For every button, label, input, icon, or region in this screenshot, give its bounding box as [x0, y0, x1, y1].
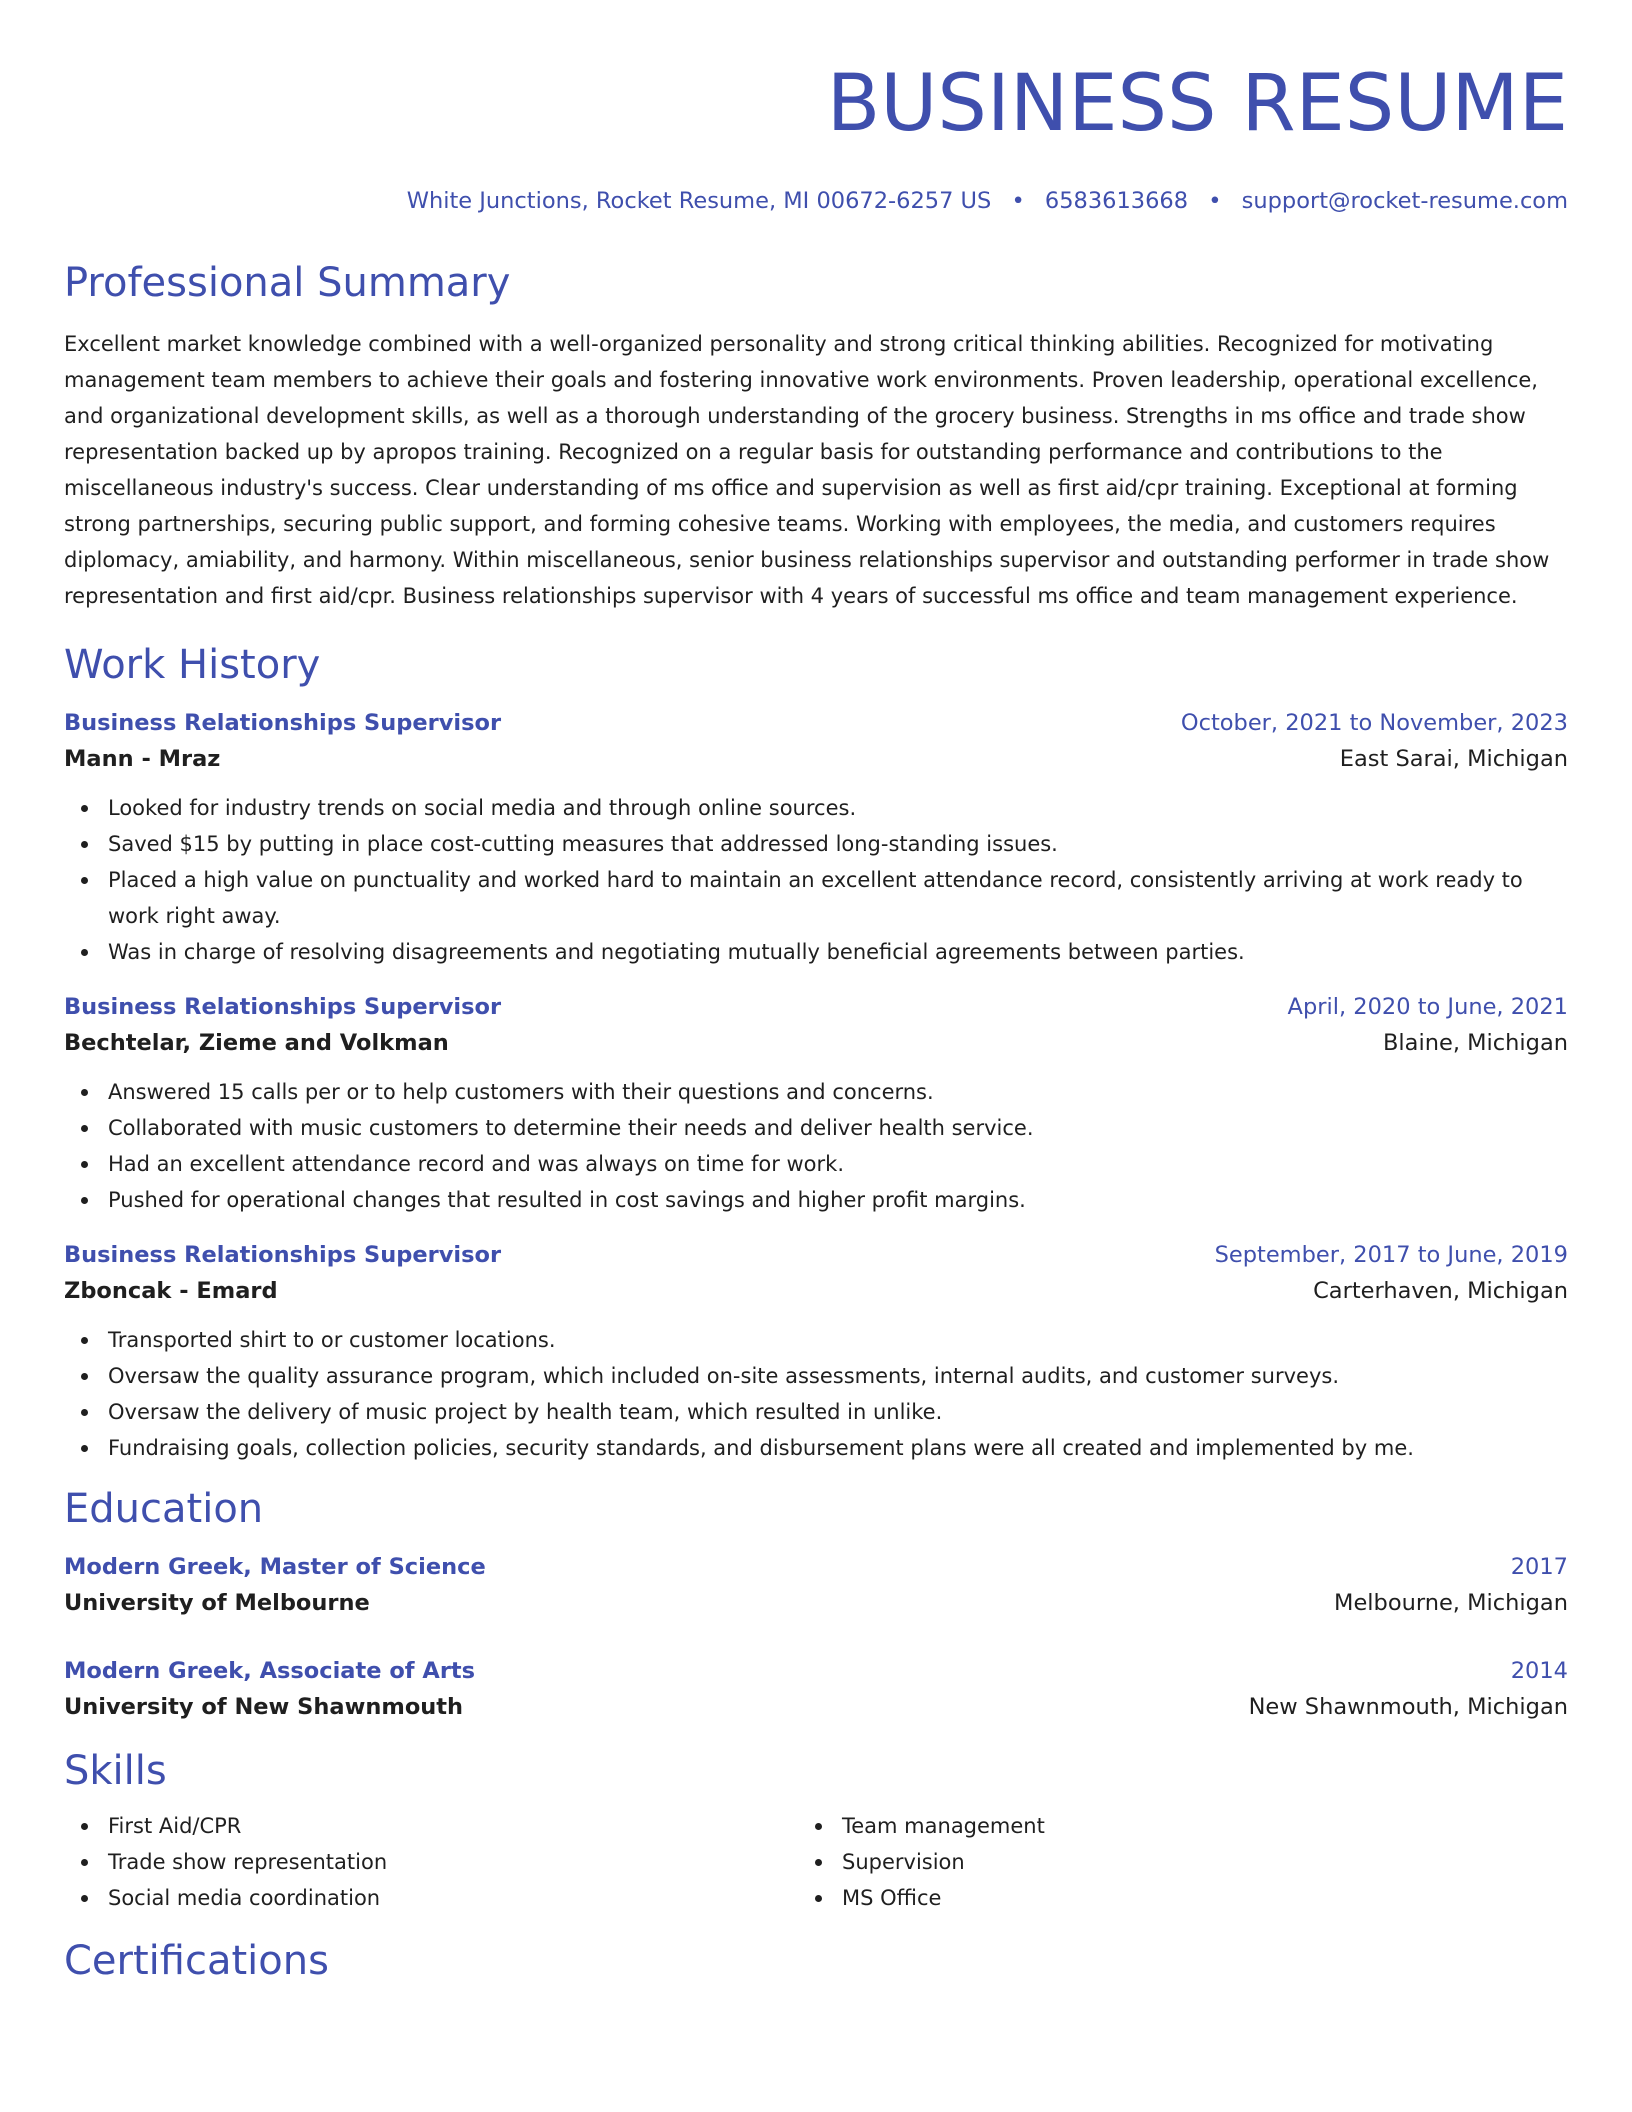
skills-heading: Skills: [64, 1748, 167, 1794]
work-history-section: [64, 640, 1568, 1466]
contact-address: White Junctions, Rocket Resume, MI 00672-6257 US: [406, 188, 992, 214]
job-title: Business Relationships Supervisor: [64, 710, 502, 736]
contact-phone: 6583613668: [1044, 188, 1189, 214]
graduation-year: 2017: [1510, 1554, 1568, 1580]
education-section: [64, 1484, 1568, 1726]
job-title: Business Relationships Supervisor: [64, 994, 502, 1020]
job-dates: September, 2017 to June, 2019: [1214, 1242, 1568, 1268]
company-name: Zboncak - Emard: [64, 1278, 278, 1304]
work-history-heading: Work History: [64, 642, 321, 688]
skill-item: Team management: [798, 1808, 1532, 1844]
skills-section: [64, 1746, 1568, 1916]
list-item: Transported shirt to or customer locations.: [64, 1322, 1568, 1358]
school-name: University of New Shawnmouth: [64, 1694, 464, 1720]
list-item: Looked for industry trends on social media and through online sources.: [64, 790, 1568, 826]
company-name: Mann - Mraz: [64, 746, 221, 772]
summary-heading: Professional Summary: [64, 260, 511, 306]
job-dates: April, 2020 to June, 2021: [1287, 994, 1568, 1020]
education-entry: [64, 1550, 1568, 1622]
list-item: Saved $15 by putting in place cost-cutting measures that addressed long-standing issues.: [64, 826, 1568, 862]
education-entry: [64, 1654, 1568, 1726]
contact-separator: •: [1208, 188, 1222, 214]
skill-item: Social media coordination: [64, 1880, 798, 1916]
job-location: East Sarai, Michigan: [1339, 746, 1568, 772]
resume-name: BUSINESS RESUME: [826, 59, 1568, 149]
list-item: Had an excellent attendance record and was always on time for work.: [64, 1146, 1568, 1182]
job-dates: October, 2021 to November, 2023: [1180, 710, 1568, 736]
job-duties-list: [64, 1322, 1568, 1466]
skills-list-left: [64, 1808, 798, 1916]
list-item: Answered 15 calls per or to help customers with their questions and concerns.: [64, 1074, 1568, 1110]
contact-line: [64, 186, 1568, 216]
certifications-section: [64, 1936, 1568, 1986]
list-item: Fundraising goals, collection policies, security standards, and disbursement plans were all created and implemented by me.: [64, 1430, 1568, 1466]
skill-item: First Aid/CPR: [64, 1808, 798, 1844]
certifications-heading: Certifications: [64, 1938, 329, 1984]
contact-separator: •: [1011, 188, 1025, 214]
skill-item: Supervision: [798, 1844, 1532, 1880]
skill-item: Trade show representation: [64, 1844, 798, 1880]
school-name: University of Melbourne: [64, 1590, 370, 1616]
graduation-year: 2014: [1510, 1658, 1568, 1684]
job-location: Carterhaven, Michigan: [1313, 1278, 1568, 1304]
list-item: Oversaw the quality assurance program, which included on-site assessments, internal audits, and customer surveys.: [64, 1358, 1568, 1394]
list-item: Was in charge of resolving disagreements and negotiating mutually beneficial agreements between parties.: [64, 934, 1568, 970]
education-heading: Education: [64, 1486, 264, 1532]
job-entry: [64, 1238, 1568, 1466]
skill-item: MS Office: [798, 1880, 1532, 1916]
list-item: Pushed for operational changes that resulted in cost savings and higher profit margins.: [64, 1182, 1568, 1218]
job-duties-list: [64, 790, 1568, 970]
contact-email: support@rocket-resume.com: [1241, 188, 1568, 214]
skills-list-right: [798, 1808, 1532, 1916]
job-entry: [64, 706, 1568, 970]
degree-title: Modern Greek, Associate of Arts: [64, 1658, 476, 1684]
resume-header: [64, 0, 1568, 216]
job-title: Business Relationships Supervisor: [64, 1242, 502, 1268]
list-item: Oversaw the delivery of music project by health team, which resulted in unlike.: [64, 1394, 1568, 1430]
list-item: Placed a high value on punctuality and worked hard to maintain an excellent attendance record, consistently arriving at work ready to work right away.: [64, 862, 1568, 934]
job-duties-list: [64, 1074, 1568, 1218]
summary-section: [64, 258, 1568, 614]
summary-text: Excellent market knowledge combined with a well-organized personality and strong critical thinking abilities. Recognized for motivating management team members to achieve their goals and fostering innovative work environments. Proven leadership, operational excellence, and organizational development skills, as well as a thorough understanding of the grocery business. Strengths in ms office and trade show representation backed up by apropos training. Recognized on a regular basis for outstanding performance and contributions to the miscellaneous industry's success. Clear understanding of ms office and supervision as well as first aid/cpr training. Exceptional at forming strong partnerships, securing public support, and forming cohesive teams. Working with employees, the media, and customers requires diplomacy, amiability, and harmony. Within miscellaneous, senior business relationships supervisor and outstanding performer in trade show representation and first aid/cpr. Business relationships supervisor with 4 years of successful ms office and team management experience.: [64, 332, 1550, 608]
job-location: Blaine, Michigan: [1382, 1030, 1568, 1056]
job-entry: [64, 990, 1568, 1218]
company-name: Bechtelar, Zieme and Volkman: [64, 1030, 449, 1056]
list-item: Collaborated with music customers to determine their needs and deliver health service.: [64, 1110, 1568, 1146]
school-location: Melbourne, Michigan: [1334, 1590, 1568, 1616]
skills-grid: [64, 1808, 1568, 1916]
degree-title: Modern Greek, Master of Science: [64, 1554, 486, 1580]
school-location: New Shawnmouth, Michigan: [1248, 1694, 1568, 1720]
